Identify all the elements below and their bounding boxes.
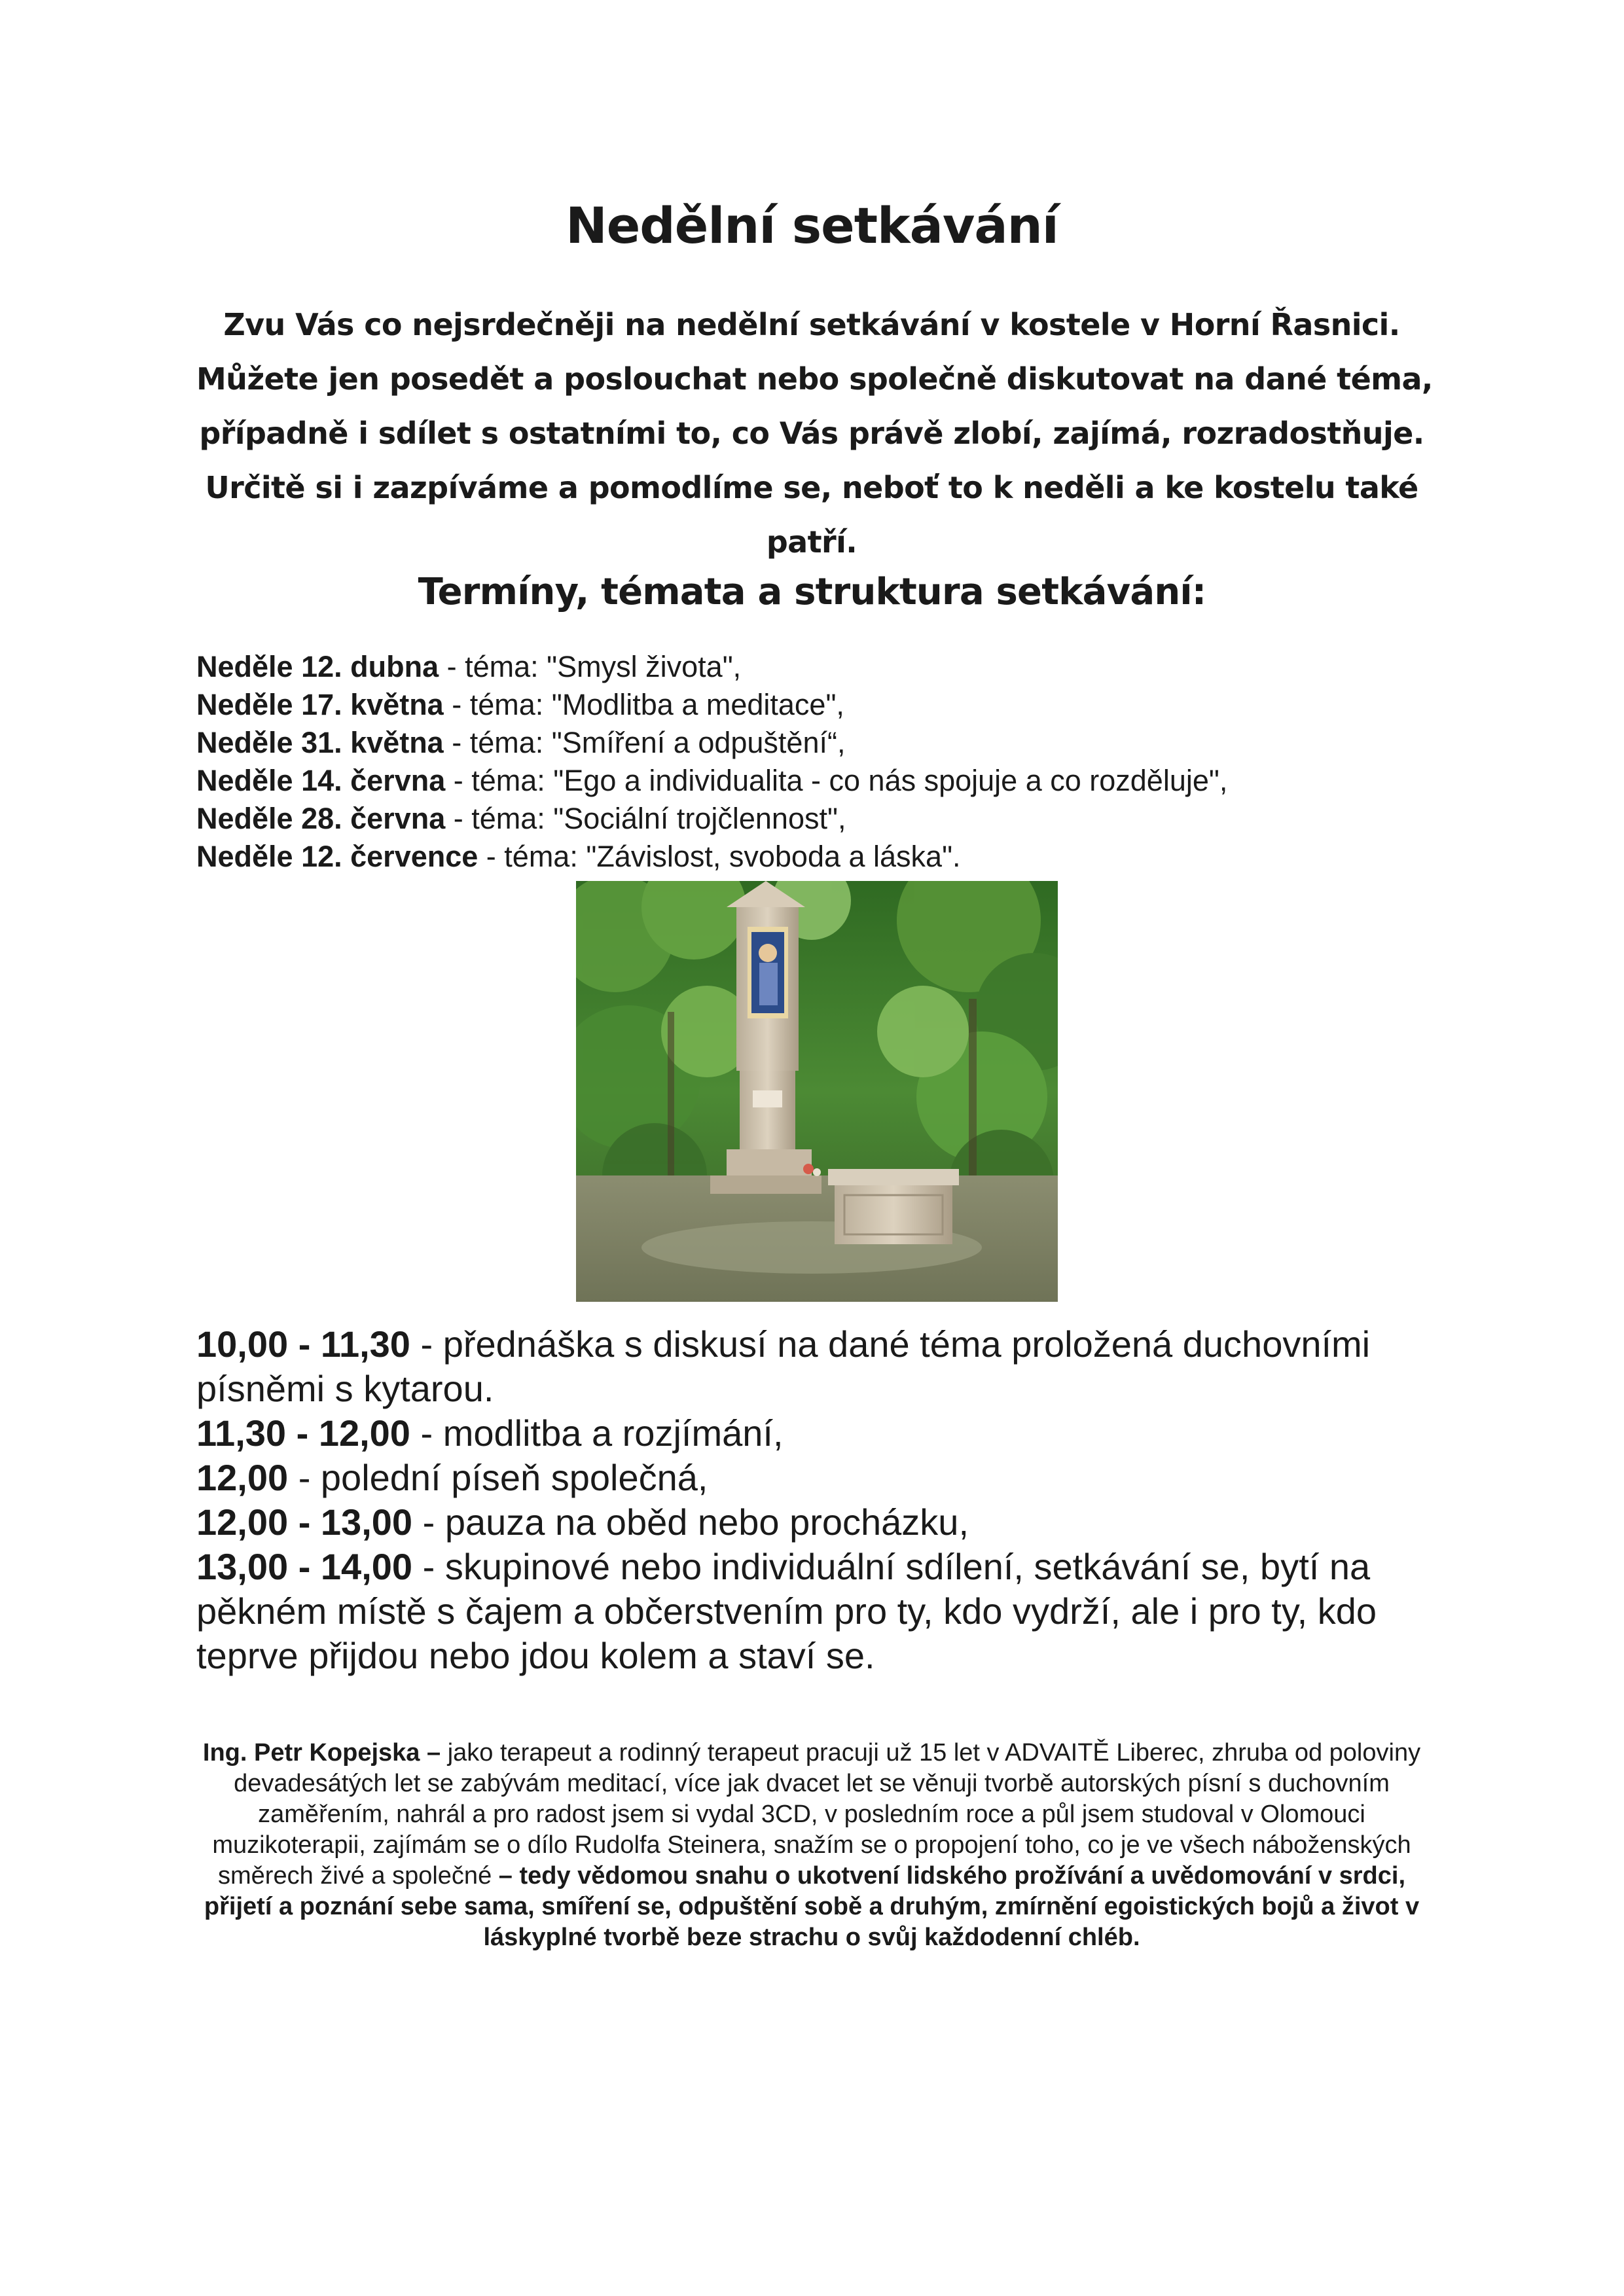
schedule-text: - přednáška s diskusí na dané téma proložená duchovními písněmi s kytarou.	[196, 1323, 1371, 1409]
date-label: Neděle 12. července	[196, 840, 478, 873]
intro-paragraph	[196, 298, 1433, 569]
schedule-list	[196, 1322, 1440, 1678]
intro-line: Můžete jen posedět a poslouchat nebo společně diskutovat na dané téma,	[196, 361, 1433, 397]
schedule-text: - skupinové nebo individuální sdílení, setkávání se, bytí na pěkném místě s čajem a občerstvením pro ty, kdo vydrží, ale i pro ty, kdo teprve přijdou nebo jdou kolem a staví se.	[196, 1546, 1377, 1676]
schedule-time: 12,00	[196, 1457, 289, 1498]
bio-emphasis: – tedy vědomou snahu o ukotvení lidského prožívání a uvědomování v srdci, přijetí a poznání sebe sama, smíření se, odpuštění sobě a druhým, zmírnění egoistických bojů a život v láskyplné tvorbě beze strachu o svůj každodenní chléb.	[204, 1862, 1420, 1951]
author-bio	[190, 1738, 1434, 1953]
topic-label: téma	[471, 764, 537, 797]
date-separator: -	[478, 840, 505, 873]
intro-line: případně i sdílet s ostatními to, co Vás právě zlobí, zajímá, rozradostňuje.	[199, 416, 1424, 451]
schedule-time: 10,00 - 11,30	[196, 1323, 410, 1365]
schedule-text: - pauza na oběd nebo procházku,	[412, 1501, 969, 1543]
date-row	[196, 838, 1440, 876]
topic-text: : "Smíření a odpuštění“,	[535, 726, 846, 759]
topic-label: téma	[471, 802, 537, 835]
shrine-photo-illustration	[576, 881, 1058, 1302]
bio-text: jako terapeut a rodinný terapeut pracuji už 15 let v ADVAITĚ Liberec, zhruba od poloviny devadesátých let se zabývám meditací, více jak dvacet let se věnuji tvorbě autorských písní s duchovním zaměřením, nahrál a pro radost jsem si vydal 3CD, v posledním roce a půl jsem studoval v Olomouci muzikoterapii, zajímám se o dílo Rudolfa Steinera, snažím se o propojení toho, co je ve všech náboženských směrech živé a společné	[212, 1739, 1421, 1890]
date-label: Neděle 14. června	[196, 764, 446, 797]
date-label: Neděle 31. května	[196, 726, 444, 759]
date-row	[196, 800, 1440, 838]
stone-bench	[828, 1169, 959, 1244]
date-separator: -	[443, 688, 470, 721]
topic-label: téma	[504, 840, 570, 873]
date-row	[196, 762, 1440, 800]
schedule-row	[196, 1411, 1440, 1456]
schedule-text: - modlitba a rozjímání,	[410, 1412, 784, 1454]
date-label: Neděle 28. června	[196, 802, 446, 835]
schedule-row	[196, 1322, 1440, 1411]
page-title: Nedělní setkávání	[566, 196, 1058, 255]
date-separator: -	[445, 802, 472, 835]
topic-text: : "Sociální trojčlennost",	[537, 802, 846, 835]
topic-label: téma	[465, 650, 531, 683]
topic-text: : "Ego a individualita - co nás spojuje a co rozděluje",	[537, 764, 1228, 797]
schedule-time: 12,00 - 13,00	[196, 1501, 413, 1543]
section-subtitle: Termíny, témata a struktura setkávání:	[418, 571, 1206, 613]
date-separator: -	[445, 764, 472, 797]
date-separator: -	[439, 650, 465, 683]
intro-line: patří.	[766, 524, 857, 560]
topic-text: : "Modlitba a meditace",	[535, 688, 844, 721]
date-label: Neděle 17. května	[196, 688, 444, 721]
date-label: Neděle 12. dubna	[196, 650, 439, 683]
intro-line: Zvu Vás co nejsrdečněji na nedělní setkávání v kostele v Horní Řasnici.	[223, 307, 1400, 342]
date-row	[196, 686, 1440, 724]
author-name: Ing. Petr Kopejska –	[202, 1739, 441, 1767]
dates-list	[196, 648, 1440, 876]
schedule-row	[196, 1545, 1440, 1678]
topic-text: : "Závislost, svoboda a láska".	[569, 840, 961, 873]
shrine-photo	[576, 881, 1058, 1302]
schedule-text: - polední píseň společná,	[288, 1457, 708, 1498]
schedule-time: 11,30 - 12,00	[196, 1412, 410, 1454]
date-separator: -	[443, 726, 470, 759]
intro-line: Určitě si i zazpíváme a pomodlíme se, neboť to k neděli a ke kostelu také	[205, 470, 1418, 505]
date-row	[196, 648, 1440, 686]
schedule-time: 13,00 - 14,00	[196, 1546, 413, 1587]
date-row	[196, 724, 1440, 762]
topic-text: : "Smysl života",	[530, 650, 742, 683]
schedule-row	[196, 1456, 1440, 1500]
topic-label: téma	[469, 726, 535, 759]
topic-label: téma	[469, 688, 535, 721]
schedule-row	[196, 1500, 1440, 1545]
